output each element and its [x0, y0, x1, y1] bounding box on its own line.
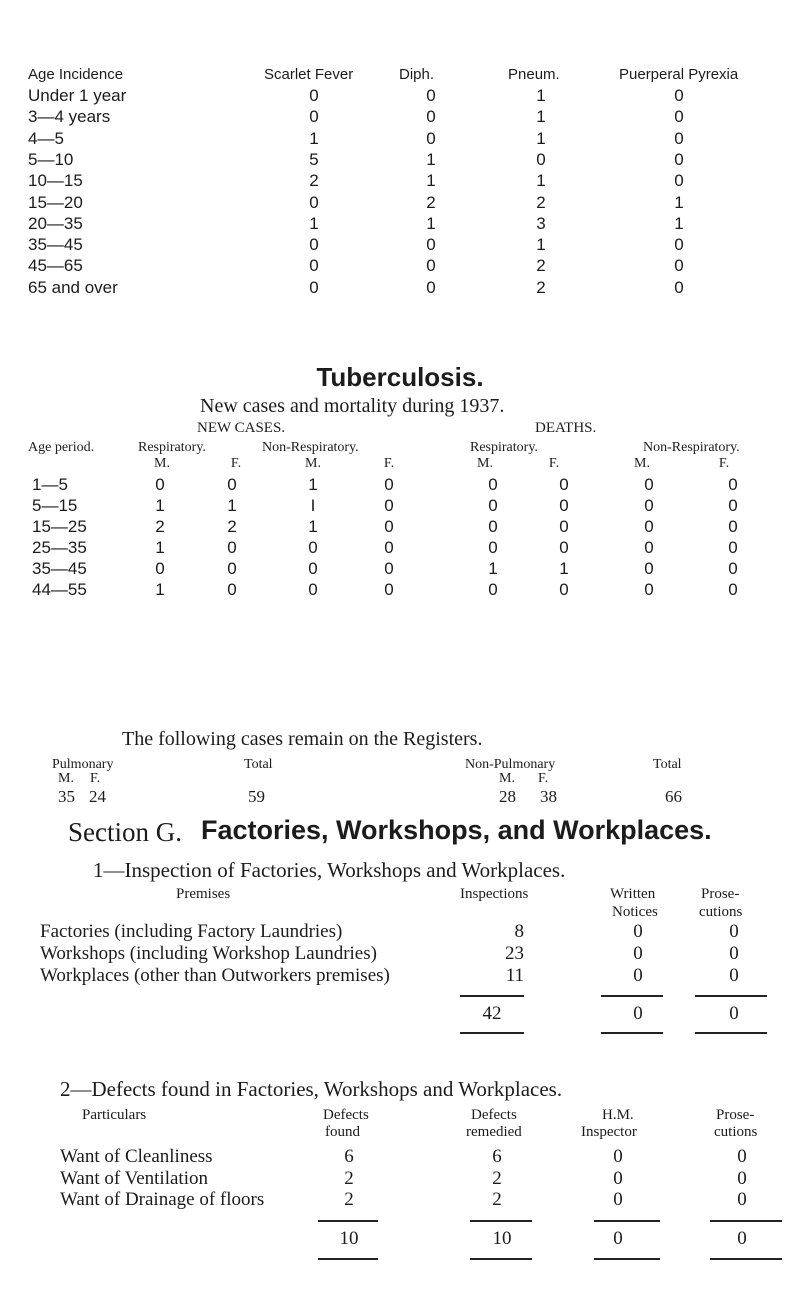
inspection-total: 0	[633, 1003, 643, 1024]
age-row-value: 0	[309, 107, 319, 127]
hm-inspector-header-1: H.M.	[602, 1107, 634, 1123]
tb-value: 0	[384, 559, 394, 578]
age-period-label: Age period.	[28, 440, 95, 455]
pulmonary-total-label: Total	[244, 757, 273, 772]
tb-value: 1	[155, 538, 165, 557]
tb-value: 0	[308, 559, 318, 578]
tb-m-header: M.	[477, 456, 493, 471]
age-row-label: 3—4 years	[28, 107, 111, 127]
tb-age-period: 1—5	[32, 475, 68, 494]
inspection-row-value: 0	[729, 921, 739, 942]
pulmonary-total-value: 59	[248, 787, 265, 806]
tb-value: 0	[559, 580, 569, 599]
age-row-value: 0	[426, 277, 436, 297]
tb-f-header: F.	[383, 456, 395, 471]
age-row-value: 3	[536, 213, 546, 233]
age-row-value: 1	[536, 235, 546, 255]
age-row-label: 45—65	[28, 256, 83, 276]
tb-value: 0	[384, 580, 394, 599]
inspections-header: Inspections	[460, 886, 529, 902]
tb-value: 0	[308, 538, 318, 557]
tb-value: 1	[155, 496, 165, 515]
new-cases-label: NEW CASES.	[197, 420, 286, 436]
age-row-value: 1	[536, 171, 546, 191]
defect-total: 10	[492, 1228, 512, 1249]
defect-row-label: Want of Drainage of floors	[60, 1189, 265, 1210]
tb-value: 0	[488, 580, 498, 599]
defects-found-header-1: Defects	[323, 1107, 369, 1123]
remedied-bottom-rule	[470, 1258, 532, 1260]
pulmonary-f-value: 24	[89, 787, 106, 806]
age-row-value: 0	[674, 277, 684, 297]
prosecutions-total-rule	[695, 995, 767, 997]
defect-row-value: 0	[613, 1189, 623, 1210]
age-row-value: 1	[309, 213, 319, 233]
age-row-label: 15—20	[28, 192, 83, 212]
tb-value: 0	[227, 559, 237, 578]
age-row-label: 4—5	[28, 128, 64, 148]
tb-value: 0	[155, 475, 165, 494]
tb-value: 0	[644, 496, 654, 515]
non-pulmonary-m-value: 28	[499, 787, 516, 806]
tb-value: 1	[488, 559, 498, 578]
age-row-value: 1	[674, 213, 684, 233]
deaths-respiratory-label: Respiratory.	[470, 440, 538, 455]
pulmonary-m-value: 35	[58, 787, 75, 806]
tb-age-period: 44—55	[32, 580, 87, 599]
section-g-title: Factories, Workshops, and Workplaces.	[201, 815, 712, 845]
scarlet-fever-header: Scarlet Fever	[264, 66, 354, 83]
premises-header: Premises	[176, 886, 231, 902]
defect-row-label: Want of Ventilation	[60, 1167, 208, 1189]
inspection-total: 42	[482, 1003, 502, 1024]
tb-value: 0	[644, 517, 654, 536]
pulmonary-m-label: M.	[58, 771, 74, 786]
defect-row-value: 2	[492, 1167, 502, 1189]
tb-age-period: 5—15	[32, 496, 78, 515]
registers-text: The following cases remain on the Registers.	[122, 728, 483, 750]
defect-row-label: Want of Cleanliness	[60, 1146, 213, 1167]
notices-bottom-rule	[601, 1032, 663, 1034]
age-row-value: 1	[536, 128, 546, 148]
defects-remedied-header-2: remedied	[466, 1124, 522, 1140]
age-row-value: 0	[674, 107, 684, 127]
age-row-value: 0	[674, 128, 684, 148]
deaths-non-respiratory-label: Non-Respiratory.	[643, 440, 740, 455]
tb-value: 0	[644, 538, 654, 557]
inspection-total: 0	[729, 1003, 739, 1024]
tb-value: 0	[384, 538, 394, 557]
non-pulmonary-total-value: 66	[665, 787, 682, 806]
found-bottom-rule	[318, 1258, 378, 1260]
hm-bottom-rule	[594, 1258, 660, 1260]
tb-value: 0	[227, 580, 237, 599]
tb-value: 1	[155, 580, 165, 599]
age-row-value: 0	[426, 128, 436, 148]
defect-row-value: 2	[344, 1167, 354, 1189]
tb-value: 0	[384, 475, 394, 494]
tuberculosis-title: Tuberculosis.	[316, 362, 484, 392]
prosecutions-header-2: cutions	[699, 904, 743, 920]
tb-age-period: 25—35	[32, 538, 87, 557]
inspection-row-value: 23	[505, 943, 524, 964]
age-row-value: 0	[674, 171, 684, 191]
inspection-row-label: Workplaces (other than Outworkers premises)	[40, 965, 390, 986]
age-row-value: 5	[309, 149, 319, 169]
remedied-total-rule	[470, 1220, 532, 1222]
age-row-value: 0	[426, 107, 436, 127]
tb-age-period: 35—45	[32, 559, 87, 578]
inspection-row-label: Factories (including Factory Laundries)	[40, 921, 343, 942]
inspection-row-value: 0	[633, 965, 643, 986]
tb-value: 0	[227, 475, 237, 494]
def-prosecutions-total-rule	[710, 1220, 782, 1222]
section-g-label: Section G.	[68, 817, 182, 847]
tb-value: 2	[155, 517, 165, 536]
inspections-total-rule	[460, 995, 524, 997]
age-row-value: 0	[536, 149, 546, 169]
tb-age-period: 15—25	[32, 517, 87, 536]
found-total-rule	[318, 1220, 378, 1222]
tuberculosis-subtitle: New cases and mortality during 1937.	[200, 395, 505, 417]
defect-row-value: 0	[613, 1146, 623, 1167]
def-prosecutions-bottom-rule	[710, 1258, 782, 1260]
age-row-value: 0	[309, 256, 319, 276]
tb-value: 0	[488, 475, 498, 494]
defect-row-value: 6	[492, 1146, 502, 1167]
inspection-heading: 1—Inspection of Factories, Workshops and Workplaces.	[93, 858, 566, 882]
age-row-label: 35—45	[28, 235, 83, 255]
tb-value: 0	[644, 475, 654, 494]
tb-value: 0	[488, 496, 498, 515]
tb-value: 1	[227, 496, 237, 515]
pulmonary-label: Pulmonary	[52, 757, 114, 772]
age-row-value: 0	[426, 86, 436, 105]
age-row-value: 2	[536, 256, 546, 276]
tb-value: 0	[488, 517, 498, 536]
diph-header: Diph.	[399, 66, 435, 83]
non-pulmonary-f-value: 38	[540, 787, 557, 806]
age-row-value: 0	[309, 192, 319, 212]
defect-row-value: 2	[344, 1189, 354, 1210]
tb-value: 0	[227, 538, 237, 557]
defects-heading: 2—Defects found in Factories, Workshops and Workplaces.	[60, 1077, 563, 1101]
tb-m-header: M.	[305, 456, 321, 471]
written-notices-header-2: Notices	[612, 904, 658, 920]
tb-value: 0	[155, 559, 165, 578]
particulars-header: Particulars	[82, 1107, 147, 1123]
defect-total: 10	[339, 1228, 359, 1249]
defects-remedied-header-1: Defects	[471, 1107, 517, 1123]
inspection-row-label: Workshops (including Workshop Laundries)	[40, 943, 377, 964]
tb-value: 0	[559, 496, 569, 515]
non-pulmonary-total-label: Total	[653, 757, 682, 772]
age-row-value: 1	[426, 213, 436, 233]
tb-f-header: F.	[718, 456, 730, 471]
inspection-row-value: 0	[633, 921, 643, 942]
tb-value: 2	[227, 517, 237, 536]
age-incidence-header: Age Incidence	[28, 66, 124, 83]
age-row-value: 1	[426, 171, 436, 191]
age-row-value: 0	[309, 235, 319, 255]
tb-m-header: M.	[154, 456, 170, 471]
tb-value: 1	[308, 517, 318, 536]
tb-value: 0	[728, 559, 738, 578]
age-row-value: 1	[674, 192, 684, 212]
defects-found-header-2: found	[325, 1124, 360, 1140]
tb-f-header: F.	[230, 456, 242, 471]
age-row-value: 0	[309, 277, 319, 297]
tb-value: 0	[728, 580, 738, 599]
inspection-row-value: 11	[505, 965, 524, 986]
age-row-value: 1	[536, 107, 546, 127]
defect-row-value: 6	[344, 1146, 354, 1167]
age-row-value: 0	[426, 235, 436, 255]
tb-value: 0	[644, 559, 654, 578]
inspection-row-value: 0	[729, 965, 739, 986]
prosecutions-bottom-rule	[695, 1032, 767, 1034]
age-row-value: 2	[426, 192, 436, 212]
tb-value: 0	[728, 475, 738, 494]
inspection-row-value: 0	[729, 943, 739, 964]
age-row-value: 1	[426, 149, 436, 169]
deaths-label: DEATHS.	[535, 420, 597, 436]
pneum-header: Pneum.	[508, 66, 560, 83]
defect-total: 0	[613, 1228, 623, 1249]
tb-value: 0	[384, 496, 394, 515]
age-row-label: Under 1 year	[28, 86, 127, 105]
age-row-label: 20—35	[28, 213, 83, 233]
age-row-value: 1	[309, 128, 319, 148]
prosecutions-header-1: Prose-	[701, 886, 740, 902]
non-pulmonary-label: Non-Pulmonary	[465, 757, 556, 772]
tb-value: 0	[559, 538, 569, 557]
age-row-value: 0	[674, 86, 684, 105]
age-row-value: 0	[309, 86, 319, 105]
defect-row-value: 0	[737, 1146, 747, 1167]
inspections-bottom-rule	[460, 1032, 524, 1034]
age-row-value: 1	[536, 86, 546, 105]
pulmonary-f-label: F.	[90, 771, 101, 786]
hm-total-rule	[594, 1220, 660, 1222]
tb-m-header: M.	[634, 456, 650, 471]
age-row-value: 2	[309, 171, 319, 191]
tb-value: I	[310, 496, 316, 515]
non-pulmonary-f-label: F.	[538, 771, 549, 786]
age-row-value: 0	[426, 256, 436, 276]
tb-value: 1	[559, 559, 569, 578]
age-row-label: 5—10	[28, 149, 74, 169]
age-row-value: 0	[674, 256, 684, 276]
inspection-row-value: 8	[514, 921, 524, 942]
age-row-value: 2	[536, 192, 546, 212]
tb-value: 0	[644, 580, 654, 599]
hm-inspector-header-2: Inspector	[581, 1124, 637, 1140]
defect-row-value: 0	[613, 1167, 623, 1189]
defect-row-value: 0	[737, 1189, 747, 1210]
defects-prosecutions-header-1: Prose-	[716, 1107, 755, 1123]
notices-total-rule	[601, 995, 663, 997]
puerperal-pyrexia-header: Puerperal Pyrexia	[619, 66, 739, 83]
defect-row-value: 2	[492, 1189, 502, 1210]
age-row-value: 0	[674, 149, 684, 169]
defect-total: 0	[737, 1228, 747, 1249]
age-row-value: 2	[536, 277, 546, 297]
tb-value: 0	[728, 538, 738, 557]
tb-value: 0	[728, 517, 738, 536]
tb-value: 0	[308, 580, 318, 599]
tb-value: 0	[728, 496, 738, 515]
new-respiratory-label: Respiratory.	[138, 440, 206, 455]
inspection-row-value: 0	[633, 943, 643, 964]
new-non-respiratory-label: Non-Respiratory.	[262, 440, 359, 455]
tb-value: 0	[559, 475, 569, 494]
age-row-label: 10—15	[28, 171, 83, 191]
tb-value: 0	[384, 517, 394, 536]
age-row-value: 0	[674, 235, 684, 255]
defect-row-value: 0	[737, 1167, 747, 1189]
tb-value: 1	[308, 475, 318, 494]
tb-f-header: F.	[548, 456, 560, 471]
tb-value: 0	[488, 538, 498, 557]
defects-prosecutions-header-2: cutions	[714, 1124, 758, 1140]
written-notices-header-1: Written	[610, 886, 656, 902]
tb-value: 0	[559, 517, 569, 536]
age-row-label: 65 and over	[28, 277, 118, 297]
non-pulmonary-m-label: M.	[499, 771, 515, 786]
